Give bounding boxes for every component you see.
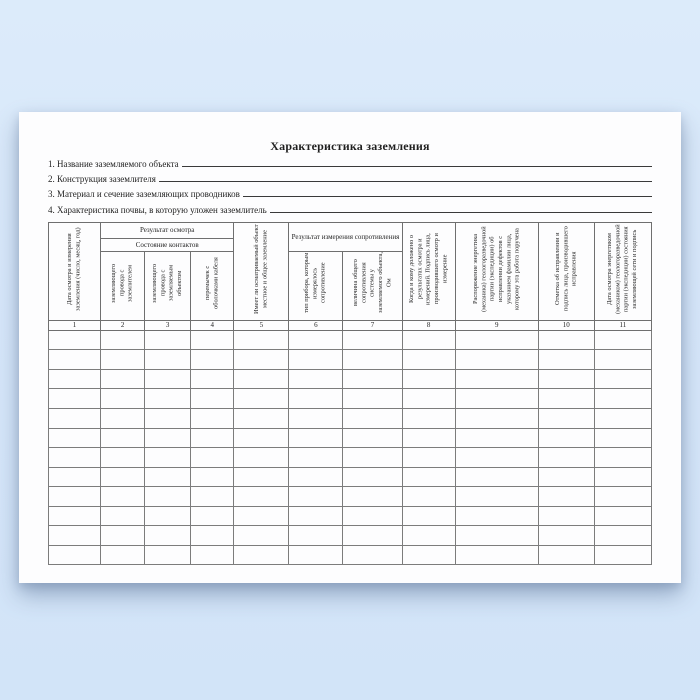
table-cell: [538, 409, 594, 429]
table-cell: [101, 330, 145, 350]
table-cell: [145, 428, 191, 448]
column-number: 3: [145, 320, 191, 330]
header-group-inspection-result: Результат осмотра: [101, 222, 234, 238]
header-total-resistance-ohm: величина общего сопротивления системы у заземляемого объекта, Ом: [343, 252, 402, 321]
table-cell: [455, 389, 538, 409]
header-wire-to-grounded-object: заземляющего провода с заземляемым объектом: [145, 252, 191, 321]
table-cell: [343, 526, 402, 546]
table-cell: [402, 389, 455, 409]
table-cell: [455, 487, 538, 507]
table-cell: [234, 409, 289, 429]
table-cell: [343, 330, 402, 350]
table-cell: [594, 467, 651, 487]
table-cell: [594, 389, 651, 409]
table-cell: [191, 330, 234, 350]
table-cell: [289, 330, 343, 350]
table-cell: [538, 545, 594, 565]
header-wire-to-grounder: заземляющего провода с заземлителем: [101, 252, 145, 321]
table-cell: [343, 487, 402, 507]
table-cell: [455, 545, 538, 565]
table-cell: [234, 350, 289, 370]
header-has-local-general-grounding: Имеет ли осматриваемый объект местное и общее заземление: [234, 222, 289, 320]
table-cell: [538, 389, 594, 409]
grounding-log-table: [48, 222, 652, 566]
table-cell: [145, 369, 191, 389]
table-cell: [289, 389, 343, 409]
header-reported-to-whom: Когда и кому доложено о результатах осмотра и измерений. Подпись лица, производившего осмотр и измерение: [402, 222, 455, 320]
column-number: 6: [289, 320, 343, 330]
table-cell: [101, 389, 145, 409]
table-cell: [49, 506, 101, 526]
table-row: [49, 448, 652, 468]
table-cell: [594, 409, 651, 429]
table-cell: [49, 409, 101, 429]
page-title: Характеристика заземления: [270, 139, 430, 153]
fill-in-line: [270, 202, 652, 213]
header-order-of-energy-engineer: Распоряжение энергетика (механика) геологоразведочной партии (экспедиции) об исправлении дефектов с указанием фамилии лица, которому эта работа поручена: [455, 222, 538, 320]
table-cell: [594, 330, 651, 350]
table-cell: [289, 409, 343, 429]
table-cell: [289, 369, 343, 389]
table-cell: [145, 350, 191, 370]
table-cell: [145, 389, 191, 409]
table-cell: [191, 389, 234, 409]
header-engineer-inspection-date: Дата осмотра энергетиком (механиком) геологоразведочной партии (экспедиции) состояния заземляющей сети и подпись: [594, 222, 651, 320]
table-cell: [101, 545, 145, 565]
table-cell: [455, 330, 538, 350]
table-row: [49, 487, 652, 507]
table-cell: [145, 330, 191, 350]
table-row: [49, 428, 652, 448]
table-cell: [145, 545, 191, 565]
header-date-of-inspection: Дата осмотра и измерения заземления (число, месяц, год): [49, 222, 101, 320]
column-number: 8: [402, 320, 455, 330]
field-label: 1. Название заземляемого объекта: [48, 159, 179, 169]
table-cell: [234, 389, 289, 409]
table-cell: [289, 487, 343, 507]
table-cell: [594, 369, 651, 389]
table-cell: [234, 506, 289, 526]
table-cell: [145, 467, 191, 487]
table-cell: [191, 467, 234, 487]
table-cell: [49, 487, 101, 507]
table-cell: [594, 350, 651, 370]
table-cell: [402, 409, 455, 429]
table-cell: [191, 448, 234, 468]
table-cell: [538, 350, 594, 370]
fill-in-line: [243, 186, 652, 197]
table-cell: [402, 467, 455, 487]
table-cell: [343, 467, 402, 487]
table-cell: [49, 448, 101, 468]
table-cell: [594, 526, 651, 546]
table-cell: [49, 350, 101, 370]
table-cell: [49, 545, 101, 565]
table-cell: [538, 428, 594, 448]
table-cell: [343, 448, 402, 468]
table-cell: [594, 487, 651, 507]
table-cell: [145, 409, 191, 429]
table-row: [49, 467, 652, 487]
table-cell: [49, 389, 101, 409]
table-cell: [538, 467, 594, 487]
table-cell: [343, 409, 402, 429]
table-cell: [594, 506, 651, 526]
table-row: [49, 350, 652, 370]
table-cell: [289, 428, 343, 448]
column-numbers-row: [49, 320, 652, 330]
table-cell: [402, 506, 455, 526]
table-cell: [234, 428, 289, 448]
table-cell: [289, 526, 343, 546]
table-cell: [538, 526, 594, 546]
table-cell: [343, 506, 402, 526]
table-cell: [402, 448, 455, 468]
table-cell: [101, 369, 145, 389]
table-cell: [234, 526, 289, 546]
table-cell: [455, 369, 538, 389]
field-soil-characteristic: [48, 202, 652, 217]
table-cell: [343, 428, 402, 448]
table-cell: [402, 330, 455, 350]
table-cell: [234, 545, 289, 565]
table-cell: [191, 409, 234, 429]
table-cell: [49, 467, 101, 487]
table-cell: [455, 526, 538, 546]
table-cell: [191, 506, 234, 526]
header-instrument-type: тип прибора, которым измерялось сопротивление: [289, 252, 343, 321]
table-cell: [101, 350, 145, 370]
table-cell: [538, 369, 594, 389]
table-cell: [234, 448, 289, 468]
table-cell: [538, 506, 594, 526]
table-cell: [145, 487, 191, 507]
column-number: 1: [49, 320, 101, 330]
table-cell: [538, 330, 594, 350]
table-body: [49, 330, 652, 565]
table-header: [49, 222, 652, 330]
table-cell: [402, 350, 455, 370]
table-row: [49, 409, 652, 429]
table-cell: [402, 487, 455, 507]
table-cell: [49, 526, 101, 546]
table-cell: [343, 389, 402, 409]
column-number: 2: [101, 320, 145, 330]
fill-in-line: [159, 171, 652, 182]
fill-in-line: [182, 156, 652, 167]
table-cell: [289, 350, 343, 370]
table-cell: [289, 545, 343, 565]
table-cell: [49, 428, 101, 448]
table-cell: [455, 448, 538, 468]
table-cell: [289, 448, 343, 468]
field-label: 3. Материал и сечение заземляющих проводников: [48, 189, 240, 200]
table-cell: [402, 428, 455, 448]
table-row: [49, 369, 652, 389]
table-cell: [594, 428, 651, 448]
table-cell: [191, 545, 234, 565]
page-content: [48, 112, 652, 565]
table-cell: [101, 526, 145, 546]
table-cell: [191, 526, 234, 546]
column-number: 9: [455, 320, 538, 330]
table-cell: [101, 409, 145, 429]
table-cell: [594, 448, 651, 468]
column-number: 11: [594, 320, 651, 330]
table-cell: [343, 545, 402, 565]
table-row: [49, 506, 652, 526]
table-cell: [402, 545, 455, 565]
table-cell: [101, 467, 145, 487]
table-cell: [455, 350, 538, 370]
table-cell: [538, 487, 594, 507]
table-cell: [594, 545, 651, 565]
table-cell: [191, 350, 234, 370]
table-cell: [289, 506, 343, 526]
table-cell: [234, 487, 289, 507]
table-cell: [49, 369, 101, 389]
table-cell: [455, 409, 538, 429]
table-cell: [538, 448, 594, 468]
field-grounder-construction: [48, 171, 652, 186]
table-cell: [191, 487, 234, 507]
column-number: 7: [343, 320, 402, 330]
table-cell: [145, 526, 191, 546]
field-object-name: [48, 156, 652, 171]
column-number: 10: [538, 320, 594, 330]
table-cell: [191, 428, 234, 448]
table-cell: [234, 467, 289, 487]
header-correction-mark: Отметка об исправлении и подпись лица, производившего исправления: [538, 222, 594, 320]
table-cell: [343, 369, 402, 389]
table-cell: [191, 369, 234, 389]
table-cell: [455, 428, 538, 448]
table-cell: [101, 448, 145, 468]
table-row: [49, 389, 652, 409]
column-number: 5: [234, 320, 289, 330]
column-number: 4: [191, 320, 234, 330]
table-cell: [101, 487, 145, 507]
header-group-resistance-result: Результат измерения сопротивления: [289, 222, 402, 251]
table-cell: [455, 467, 538, 487]
table-cell: [402, 369, 455, 389]
field-label: 2. Конструкция заземлителя: [48, 174, 156, 185]
field-label: 4. Характеристика почвы, в которую уложен заземлитель: [48, 204, 267, 215]
table-row: [49, 330, 652, 350]
table-cell: [402, 526, 455, 546]
form-fields: [48, 156, 652, 217]
table-cell: [455, 506, 538, 526]
header-group-contacts-state: Состояние контактов: [101, 238, 234, 251]
table-cell: [289, 467, 343, 487]
header-jumpers-cable-sheaths: перемычек с оболочками кабеля: [191, 252, 234, 321]
table-row: [49, 545, 652, 565]
table-cell: [145, 448, 191, 468]
table-cell: [145, 506, 191, 526]
table-cell: [234, 369, 289, 389]
table-cell: [234, 330, 289, 350]
table-cell: [101, 506, 145, 526]
table-cell: [343, 350, 402, 370]
table-cell: [101, 428, 145, 448]
document-page: [19, 112, 681, 583]
field-conductor-material: [48, 186, 652, 201]
table-cell: [49, 330, 101, 350]
table-row: [49, 526, 652, 546]
